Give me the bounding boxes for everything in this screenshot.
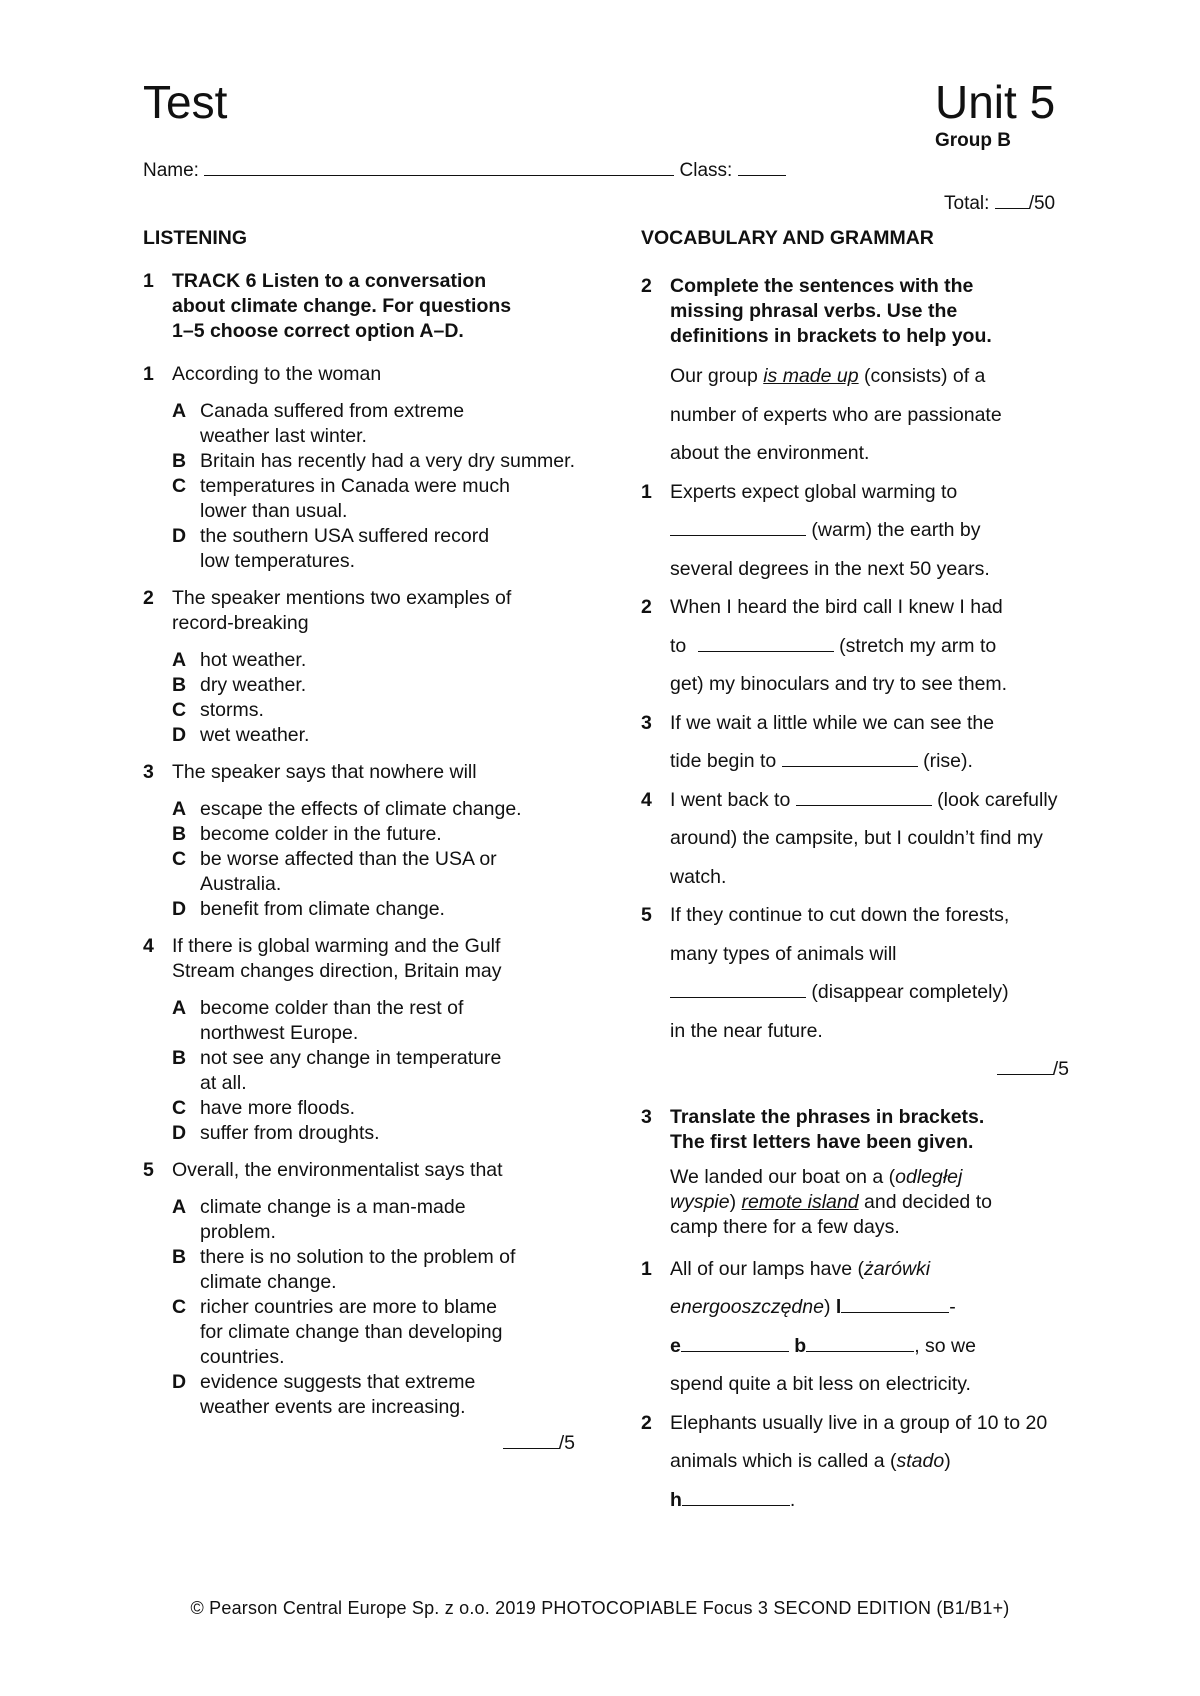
vocab-score [641,1050,1111,1089]
option-line: the southern USA suffered record [200,525,490,547]
example-text: number of experts who are passionate [670,403,1002,426]
answer-option[interactable] [172,474,633,524]
task3-example [641,1165,1111,1240]
option-text [200,673,306,698]
item-text: (warm) the earth by [806,519,981,541]
task-number: 1 [143,270,154,292]
name-label: Name: [143,160,199,181]
task3-item [641,1404,1111,1520]
answer-option[interactable] [172,1245,633,1295]
question [143,1158,633,1183]
item-number: 3 [641,711,652,734]
polish-phrase: stado [896,1450,945,1472]
item-text: Experts expect global warming to [670,480,958,503]
option-list [172,996,633,1146]
task2-example [641,357,1111,473]
task-number: 3 [641,1105,652,1128]
option-text [200,1295,502,1370]
option-line: become colder in the future. [200,823,442,845]
option-line: storms. [200,699,264,721]
option-letter: C [172,475,187,497]
option-text [200,449,575,474]
task2-instructions [641,274,1111,349]
example-text: ) [729,1190,742,1213]
item-number: 2 [641,596,652,618]
question-line: If there is global warming and the Gulf [172,935,501,957]
option-line: for climate change than developing [200,1321,503,1343]
question-stem [172,934,501,984]
item-number: 1 [641,1257,652,1280]
option-line: Britain has recently had a very dry summer. [200,450,575,472]
item-text: watch. [670,865,727,888]
answer-option[interactable] [172,1121,633,1146]
score-blank[interactable] [503,1430,559,1449]
first-letter: l [835,1296,842,1318]
question [143,586,633,636]
task2-item [641,704,1111,781]
answer-blank[interactable] [698,633,834,652]
option-text [200,524,489,574]
answer-option[interactable] [172,1096,633,1121]
polish-phrase: odległej [895,1165,963,1188]
question-stem [172,1158,503,1183]
option-letter: B [172,1246,187,1268]
item-text: If they continue to cut down the forests, [670,904,1010,926]
option-letter: B [172,1047,187,1069]
option-letter: C [172,1296,187,1318]
option-line: at all. [200,1072,247,1094]
item-text: many types of animals will [670,942,897,965]
option-text [200,897,445,922]
option-letter: D [172,724,187,746]
option-text [200,996,463,1046]
option-line: climate change is a man-made [200,1196,466,1218]
item-text: Elephants usually live in a group of 10 to 20 [670,1411,1048,1434]
option-line: be worse affected than the USA or [200,848,497,870]
option-letter: C [172,699,187,721]
option-letter: D [172,525,187,547]
score-blank[interactable] [997,1056,1053,1075]
example-text: about the environment. [670,442,870,464]
question-list [143,362,633,1420]
example-text: We landed our boat on a ( [670,1165,896,1188]
polish-phrase: wyspie [670,1190,730,1213]
answer-blank[interactable] [681,1333,789,1352]
task-line: The first letters have been given. [670,1130,974,1153]
vocabulary-heading: VOCABULARY AND GRAMMAR [641,227,934,249]
option-line: evidence suggests that extreme [200,1371,476,1393]
option-line: wet weather. [200,724,310,746]
option-text [200,1121,380,1146]
option-line: northwest Europe. [200,1022,359,1044]
option-letter: A [172,1196,187,1218]
option-line: not see any change in temperature [200,1047,502,1069]
answer-option[interactable] [172,897,633,922]
option-line: Australia. [200,873,282,895]
option-list [172,399,633,574]
question-line: record-breaking [172,612,309,634]
answer-option[interactable] [172,673,633,698]
listening-section [143,226,633,1456]
question-stem [172,362,381,387]
option-line: there is no solution to the problem of [200,1246,516,1268]
score-max: /5 [558,1432,575,1454]
task2-item [641,896,1111,1050]
task-line: Complete the sentences with the [670,275,974,297]
option-text [200,822,442,847]
answer-option[interactable] [172,797,633,822]
item-text: All of our lamps have ( [670,1257,865,1280]
task2-item [641,781,1111,897]
group-label: Group B [935,130,1011,151]
name-field[interactable] [143,157,786,182]
example-answer: remote island [741,1190,859,1213]
option-text [200,1245,515,1295]
option-text [200,1096,355,1121]
option-letter: D [172,1371,187,1393]
option-text [200,1046,501,1096]
answer-blank[interactable] [682,1487,790,1506]
option-line: Canada suffered from extreme [200,400,465,422]
example-text: Our group [670,365,764,387]
question [143,934,633,984]
question-number: 4 [143,935,154,957]
item-text: get) my binoculars and try to see them. [670,673,1008,695]
option-text [200,797,522,822]
answer-option[interactable] [172,723,633,748]
option-line: weather events are increasing. [200,1396,466,1418]
item-text: If we wait a little while we can see the [670,711,995,734]
option-line: problem. [200,1221,276,1243]
unit-label: Unit 5 [935,76,1056,128]
item-text: in the near future. [670,1019,823,1042]
item-text: (look carefully [931,788,1058,811]
option-text [200,399,464,449]
option-letter: A [172,649,187,671]
question-stem [172,760,477,785]
answer-option[interactable] [172,1295,633,1370]
item-number: 5 [641,904,652,926]
item-text: spend quite a bit less on electricity. [670,1373,971,1395]
answer-option[interactable] [172,698,633,723]
item-text: around) the campsite, but I couldn’t find my [670,827,1043,849]
first-letter: h [670,1488,682,1511]
answer-option[interactable] [172,648,633,673]
option-line: lower than usual. [200,500,348,522]
question-line: Stream changes direction, Britain may [172,960,502,982]
photocopiable-label: PHOTOCOPIABLE [541,1598,698,1618]
example-text: camp there for a few days. [670,1215,900,1238]
first-letter: e [670,1334,681,1357]
answer-option[interactable] [172,996,633,1046]
item-number: 1 [641,480,652,503]
task-line: missing phrasal verbs. Use the [670,300,958,322]
total-label: Total: [944,193,990,214]
item-text: ) [823,1296,836,1318]
item-text: several degrees in the next 50 years. [670,557,990,580]
option-line: escape the effects of climate change. [200,798,522,820]
item-text: I went back to [670,788,796,811]
task-line: 1–5 choose correct option A–D. [172,320,464,342]
score-max: /5 [1052,1058,1069,1080]
option-letter: B [172,823,187,845]
option-text [200,698,264,723]
listening-task [143,269,633,344]
item-text: (stretch my arm to [833,634,997,657]
option-letter: A [172,400,187,422]
question [143,760,633,785]
answer-option[interactable] [172,822,633,847]
question-number: 5 [143,1159,154,1181]
total-max: /50 [1028,193,1056,214]
vocabulary-section [641,226,1111,1519]
option-letter: B [172,674,187,696]
option-letter: A [172,997,187,1019]
option-line: have more floods. [200,1097,356,1119]
total-score [944,190,1055,215]
option-line: countries. [200,1346,285,1368]
item-text: When I heard the bird call I knew I had [670,596,1003,618]
option-letter: B [172,450,187,472]
answer-option[interactable] [172,1370,633,1420]
option-list [172,648,633,748]
option-line: temperatures in Canada were much [200,475,510,497]
question-number: 3 [143,761,154,783]
name-blank[interactable] [204,157,674,176]
example-text: and decided to [858,1190,992,1213]
answer-blank[interactable] [670,517,806,536]
question-stem [172,586,511,636]
question-line: The speaker says that nowhere will [172,761,477,783]
option-line: become colder than the rest of [200,997,464,1019]
task2-item [641,588,1111,704]
item-text: (rise). [917,750,973,772]
task-line: Translate the phrases in brackets. [670,1105,985,1128]
option-list [172,797,633,922]
answer-option[interactable] [172,399,633,449]
item-text: ) [944,1450,951,1472]
question-line: The speaker mentions two examples of [172,587,512,609]
option-text [200,1195,466,1245]
answer-blank[interactable] [806,1333,914,1352]
question-line: Overall, the environmentalist says that [172,1159,503,1181]
polish-phrase: energooszczędne [670,1296,824,1318]
item-text: . [789,1488,796,1511]
answer-blank[interactable] [670,979,806,998]
total-blank[interactable] [995,190,1029,209]
option-line: climate change. [200,1271,337,1293]
option-text [200,723,309,748]
option-line: richer countries are more to blame [200,1296,497,1318]
option-letter: D [172,1122,187,1144]
answer-option[interactable] [172,449,633,474]
answer-blank[interactable] [841,1294,949,1313]
option-line: low temperatures. [200,550,355,572]
item-text: , so we [914,1334,976,1357]
listening-score [143,1430,633,1456]
task3-item [641,1250,1111,1404]
option-line: benefit from climate change. [200,898,445,920]
task-instructions [172,269,511,344]
option-line: hot weather. [200,649,307,671]
task2-item [641,473,1111,589]
footer [0,1598,1200,1619]
option-text [200,1370,475,1420]
question [143,362,633,387]
option-line: weather last winter. [200,425,367,447]
option-letter: C [172,848,187,870]
answer-option[interactable] [172,1046,633,1096]
option-text [200,847,497,897]
item-text: tide begin to [670,750,782,772]
option-letter: D [172,898,187,920]
task-line: about climate change. For questions [172,295,512,317]
item-number: 2 [641,1411,652,1434]
example-text: (consists) of a [858,365,986,387]
option-text [200,474,510,524]
class-blank[interactable] [738,157,786,176]
task-line: definitions in brackets to help you. [670,325,992,347]
item-text: (disappear completely) [806,981,1009,1003]
task-number: 2 [641,275,652,297]
item-number: 4 [641,788,652,811]
answer-blank[interactable] [796,787,932,806]
item-text: - [949,1296,956,1318]
page-title: Test [143,76,228,128]
first-letter: b [794,1334,807,1357]
answer-option[interactable] [172,524,633,574]
answer-option[interactable] [172,847,633,897]
listening-heading: LISTENING [143,227,248,249]
item-text: animals which is called a ( [670,1450,897,1472]
task-line: TRACK 6 Listen to a conversation [172,270,487,292]
polish-phrase: żarówki [864,1257,931,1280]
answer-blank[interactable] [782,748,918,767]
edition-label: Focus 3 SECOND EDITION (B1/B1+) [702,1598,1010,1618]
question-line: According to the woman [172,363,382,385]
question-number: 1 [143,363,154,385]
example-answer: is made up [763,365,859,387]
option-text [200,648,306,673]
option-letter: C [172,1097,187,1119]
option-line: dry weather. [200,674,307,696]
option-list [172,1195,633,1420]
answer-option[interactable] [172,1195,633,1245]
item-text: to [670,634,692,657]
copyright: © Pearson Central Europe Sp. z o.o. 2019 [190,1598,536,1618]
option-line: suffer from droughts. [200,1122,380,1144]
class-label: Class: [679,160,733,181]
task3-instructions [641,1105,1111,1155]
option-letter: A [172,798,187,820]
question-number: 2 [143,587,154,609]
